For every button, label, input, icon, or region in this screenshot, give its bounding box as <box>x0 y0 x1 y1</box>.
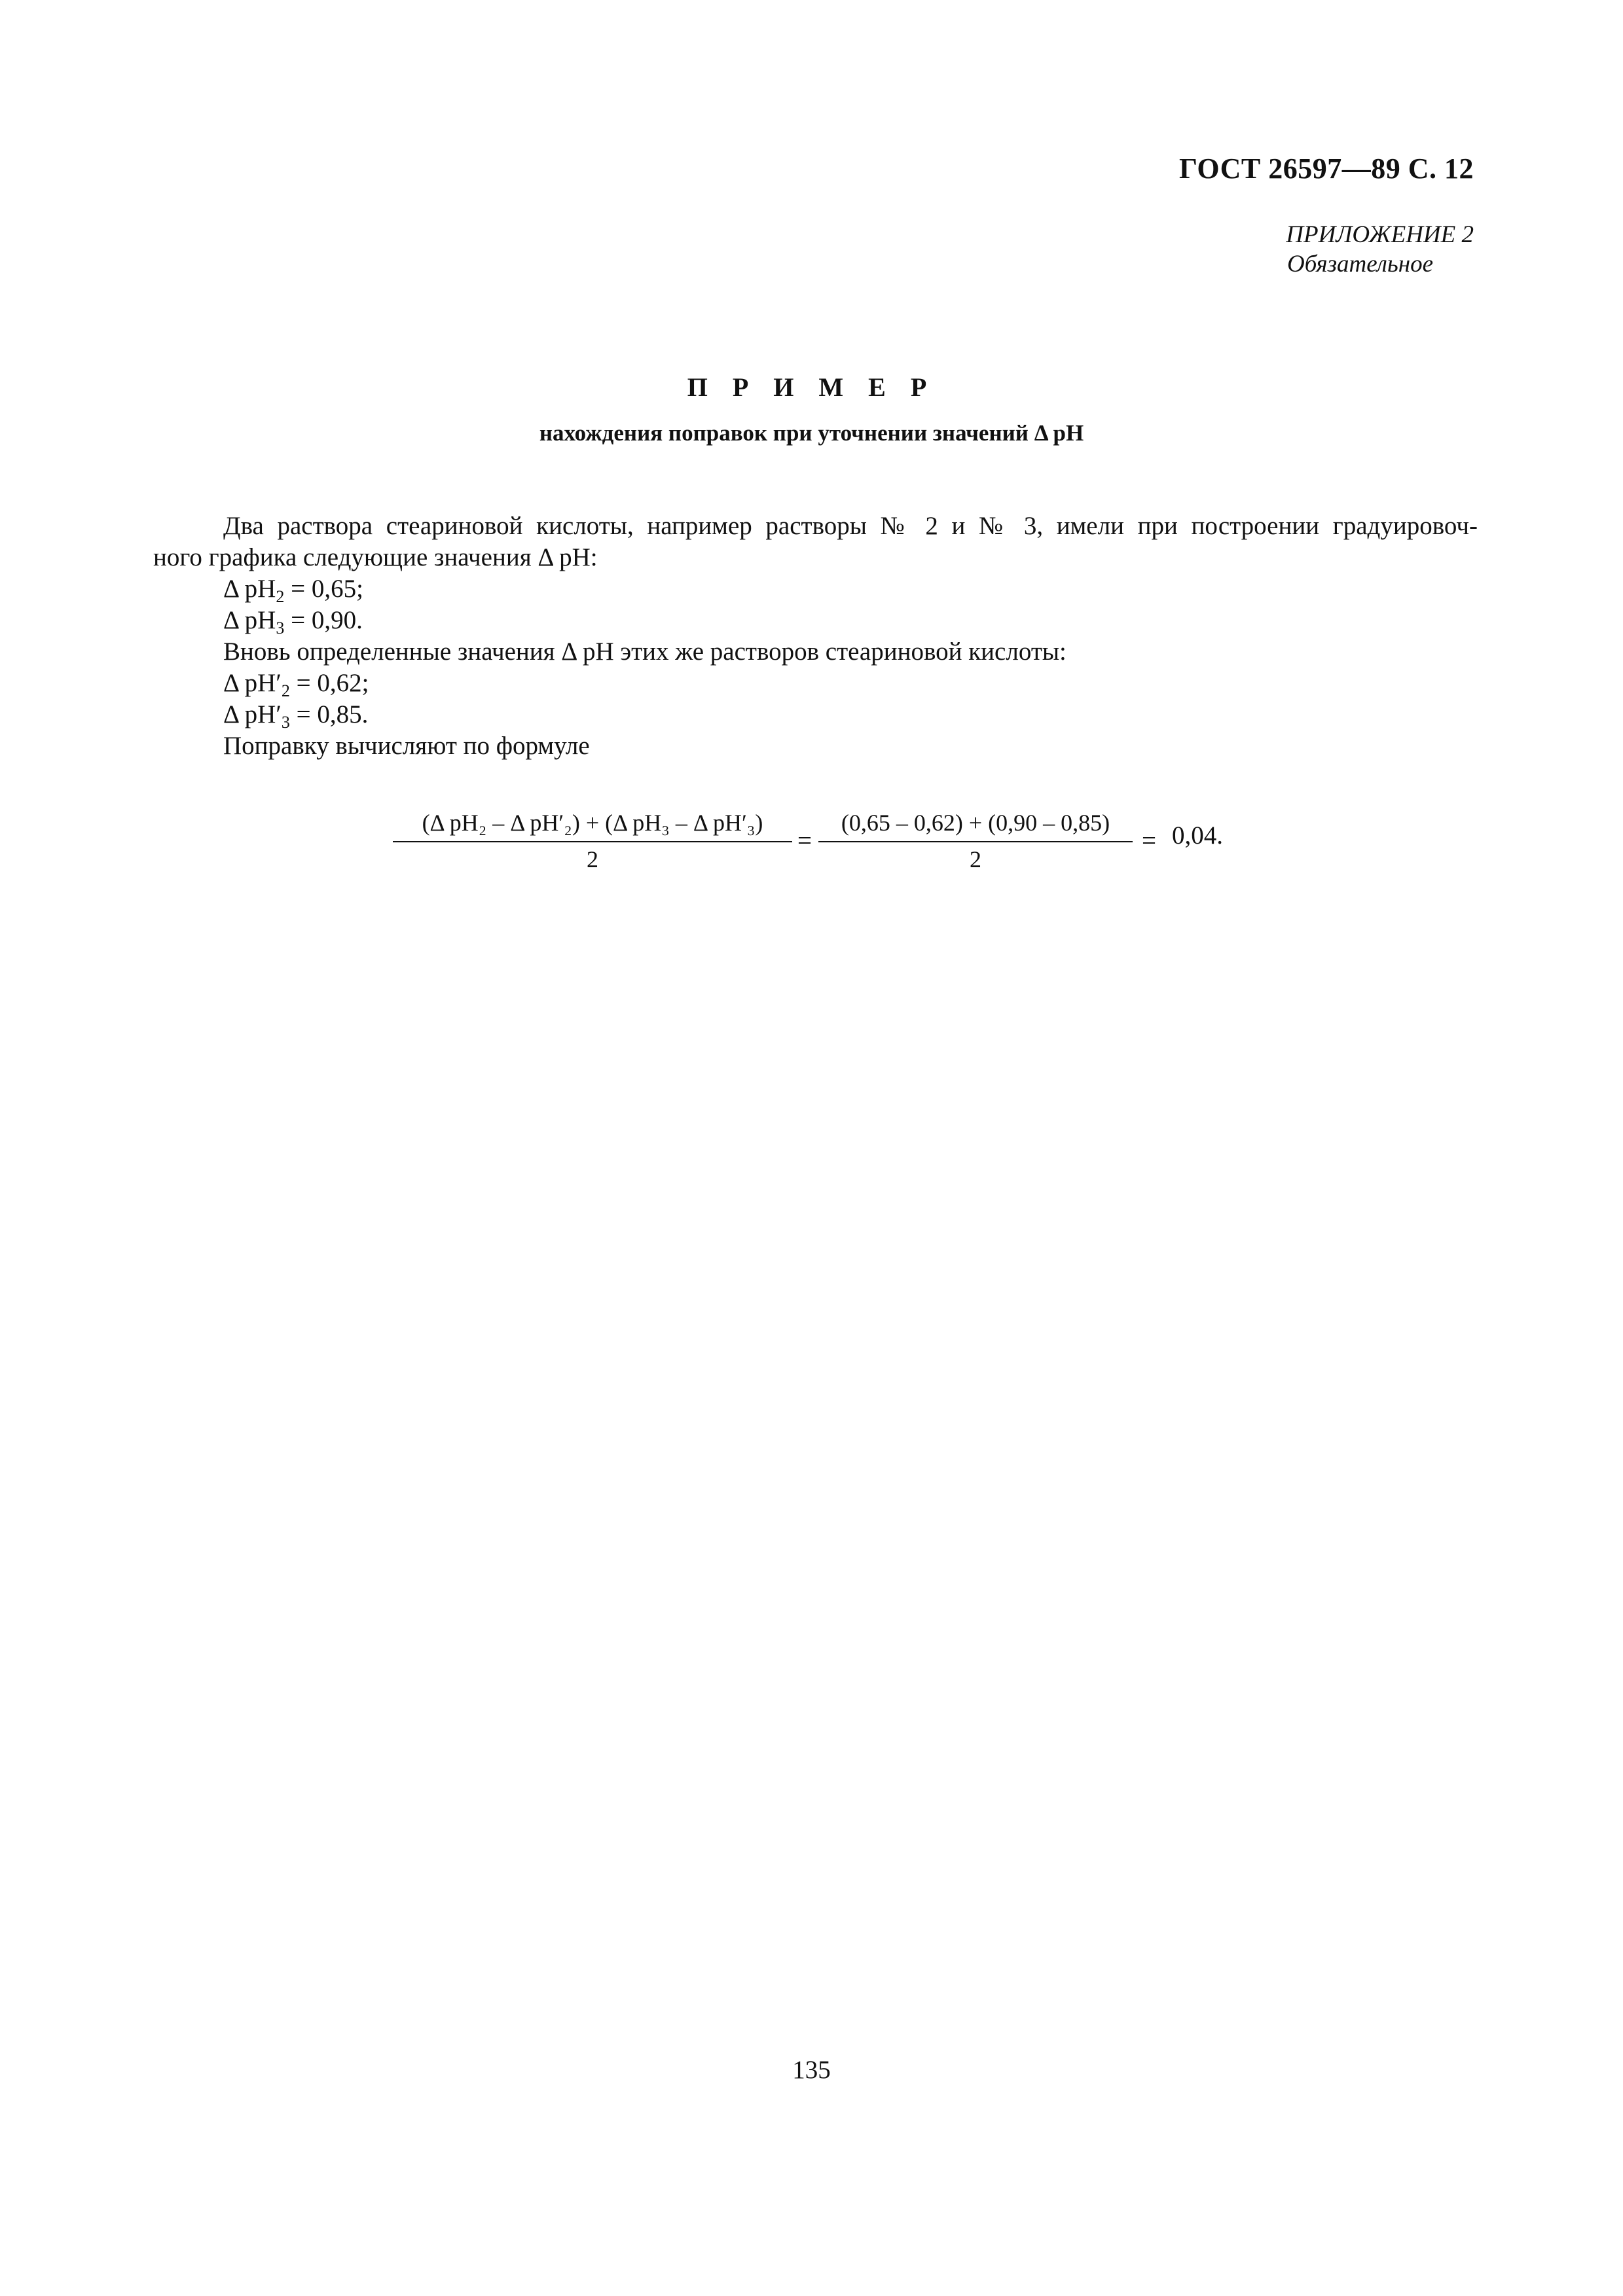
paragraph-line: Два раствора стеариновой кислоты, например растворы № 2 и № 3, имели при построении градуировоч- <box>223 512 1478 540</box>
page-number: 135 <box>792 2056 831 2084</box>
paragraph-line: Вновь определенные значения Δ pH этих же растворов стеариновой кислоты: <box>223 637 1067 666</box>
document-code: ГОСТ 26597—89 С. 12 <box>1178 152 1474 185</box>
paragraph-line: Поправку вычисляют по формуле <box>223 732 590 760</box>
value-label: Δ pH <box>223 575 276 603</box>
formula-equals-sign: = <box>797 827 812 855</box>
formula-rhs-denominator: 2 <box>970 846 981 872</box>
value-subscript: 2 <box>276 587 285 606</box>
value-number: = 0,85. <box>289 700 369 728</box>
value-number: = 0,62; <box>289 669 369 697</box>
value-dph3 <box>223 605 363 636</box>
value-label: Δ pH′ <box>223 700 282 728</box>
section-title: П Р И М Е Р <box>687 372 936 402</box>
value-dph3-prime <box>223 699 368 730</box>
value-subscript: 3 <box>276 619 285 637</box>
value-number: = 0,65; <box>284 575 363 603</box>
value-dph2 <box>223 573 363 605</box>
section-subtitle: нахождения поправок при уточнении значений Δ pH <box>539 420 1084 446</box>
appendix-label: ПРИЛОЖЕНИЕ 2 <box>1286 221 1474 248</box>
formula-equals-sign: = <box>1142 827 1156 855</box>
formula-rhs-fraction <box>818 808 1133 872</box>
appendix-status: Обязательное <box>1286 251 1433 278</box>
formula-result: 0,04. <box>1172 821 1223 850</box>
paragraph-line: ного графика следующие значения Δ pH: <box>153 543 598 571</box>
formula-lhs-denominator: 2 <box>587 846 598 872</box>
value-label: Δ pH <box>223 606 276 634</box>
formula-lhs-numerator: (Δ pH₂ – Δ pH′₂) + (Δ pH₃ – Δ pH′₃) <box>393 808 792 842</box>
value-number: = 0,90. <box>284 606 363 634</box>
value-dph2-prime <box>223 668 369 699</box>
value-subscript: 3 <box>281 713 290 732</box>
value-label: Δ pH′ <box>223 669 282 697</box>
formula-rhs-numerator: (0,65 – 0,62) + (0,90 – 0,85) <box>818 808 1133 842</box>
value-subscript: 2 <box>281 681 290 700</box>
formula-lhs-fraction <box>393 808 792 872</box>
